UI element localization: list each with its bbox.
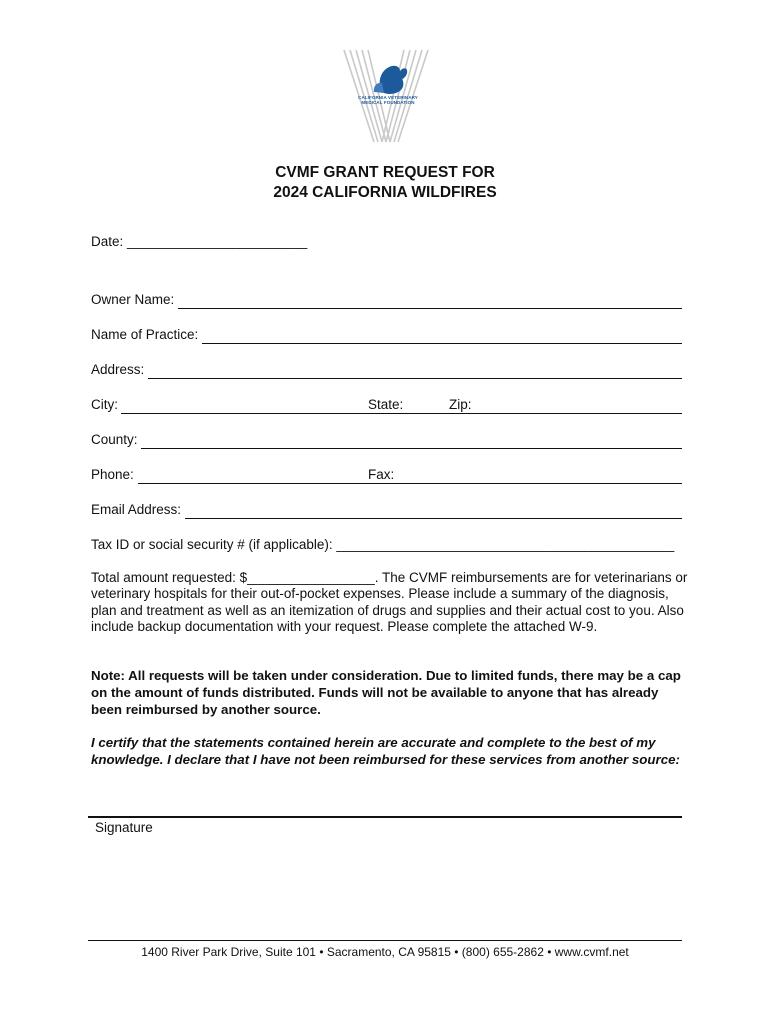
total-amount-paragraph: Total amount requested: $_________________. The CVMF reimbursements are for veterinarians or veterinary hospitals for their out-of-pocket expenses. Please include a summary of the diagnosis, plan and treatment as well as an itemization of drugs and supplies and their actual cost to you. Also include backup documentation with your request. Please complete the attached W-9. [91, 570, 688, 634]
email-label: Email Address: [91, 502, 182, 517]
state-label: State: [368, 397, 404, 412]
veterinary-animals-logo-icon [374, 66, 407, 94]
city-label: City: [91, 397, 118, 412]
address-label: Address: [91, 362, 145, 377]
email-line[interactable] [185, 518, 682, 519]
signature-line[interactable] [88, 816, 682, 818]
note-paragraph: Note: All requests will be taken under consideration. Due to limited funds, there may be a cap on the amount of funds distributed. Funds will not be available to anyone that has already been reimbursed by another source. [91, 668, 681, 717]
address-line[interactable] [148, 378, 682, 379]
county-label: County: [91, 432, 138, 447]
county-line[interactable] [141, 448, 682, 449]
phone-fax-line[interactable] [138, 483, 682, 484]
practice-name-label: Name of Practice: [91, 327, 199, 342]
logo-line-1: CALIFORNIA VETERINARY [358, 95, 418, 100]
date-field[interactable]: Date: ________________________ [91, 234, 308, 249]
tax-id-field[interactable]: Tax ID or social security # (if applicable): _____________________________________________ [91, 537, 675, 552]
phone-label: Phone: [91, 467, 134, 482]
signature-label: Signature [95, 820, 153, 835]
fax-label: Fax: [368, 467, 395, 482]
footer-contact: 1400 River Park Drive, Suite 101 • Sacramento, CA 95815 • (800) 655-2862 • www.cvmf.net [141, 945, 629, 959]
owner-name-label: Owner Name: [91, 292, 175, 307]
city-state-zip-line[interactable] [121, 413, 682, 414]
owner-name-line[interactable] [178, 308, 682, 309]
footer-divider [88, 940, 682, 941]
zip-label: Zip: [449, 397, 472, 412]
page-title-line-2: 2024 CALIFORNIA WILDFIRES [273, 184, 497, 201]
logo-wordmark [348, 95, 428, 105]
page-title-line-1: CVMF GRANT REQUEST FOR [275, 164, 495, 181]
practice-name-line[interactable] [202, 343, 682, 344]
logo-line-2: MEDICAL FOUNDATION [361, 100, 415, 105]
certification-paragraph: I certify that the statements contained herein are accurate and complete to the best of my knowledge. I declare that I have not been reimbursed for these services from another source: [91, 735, 680, 767]
